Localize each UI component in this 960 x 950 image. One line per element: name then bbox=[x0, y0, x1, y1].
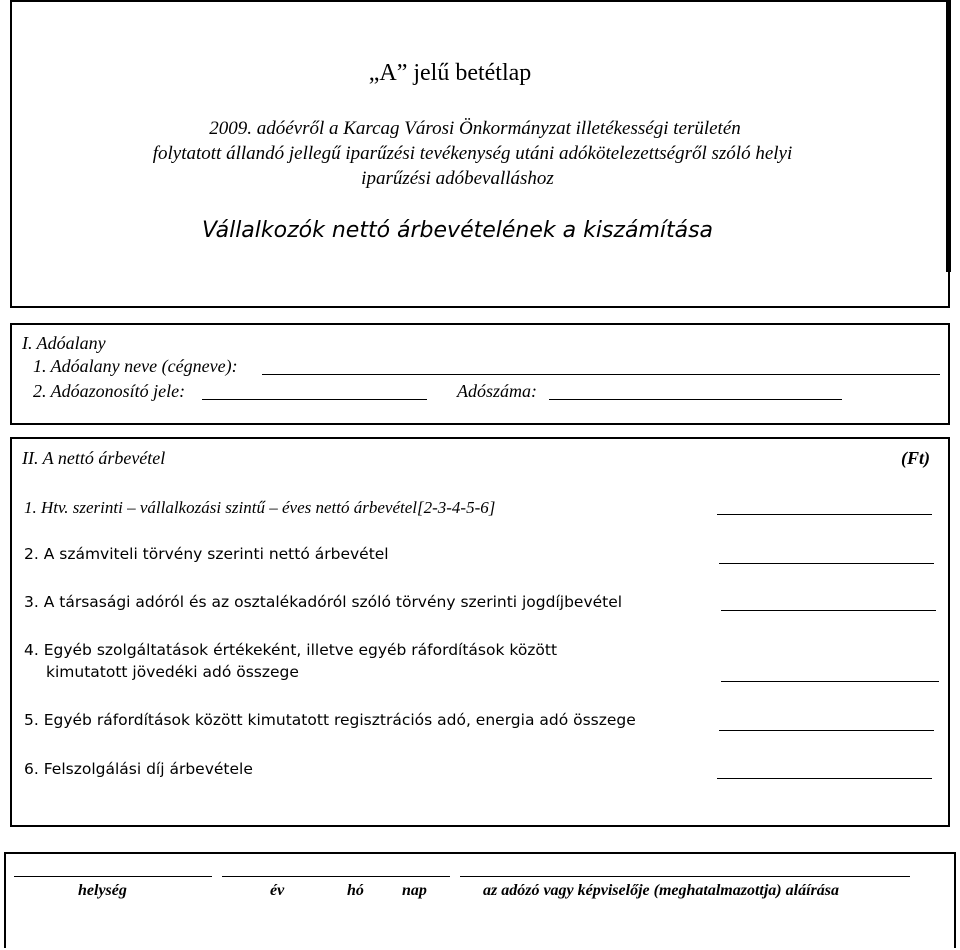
revenue-item-5-label: 5. Egyéb ráfordítások között kimutatott regisztrációs adó, energia adó összege bbox=[24, 711, 636, 729]
revenue-item-6-field[interactable] bbox=[717, 778, 932, 779]
revenue-item-5-field[interactable] bbox=[719, 730, 934, 731]
header-line-1: 2009. adóévről a Karcag Városi Önkormányzat illetékességi területén bbox=[209, 118, 741, 139]
year-label: év bbox=[270, 882, 285, 899]
revenue-item-4-label-cont: kimutatott jövedéki adó összege bbox=[46, 663, 299, 681]
section-taxpayer-heading: I. Adóalany bbox=[22, 333, 106, 353]
revenue-item-4-field[interactable] bbox=[721, 681, 939, 682]
place-label: helység bbox=[78, 882, 127, 899]
form-subtitle: Vállalkozók nettó árbevételének a kiszámítása bbox=[201, 218, 714, 243]
revenue-item-3-field[interactable] bbox=[721, 610, 936, 611]
month-label: hó bbox=[347, 882, 364, 899]
revenue-item-2-field[interactable] bbox=[719, 563, 934, 564]
taxpayer-name-label: 1. Adóalany neve (cégneve): bbox=[33, 356, 238, 376]
header-line-2: folytatott állandó jellegű iparűzési tevékenység utáni adókötelezettségről szóló helyi bbox=[152, 143, 793, 164]
tax-number-label: Adószáma: bbox=[457, 381, 537, 401]
revenue-item-4-label: 4. Egyéb szolgáltatások értékeként, illetve egyéb ráfordítások között bbox=[24, 641, 558, 659]
signature-box bbox=[4, 852, 956, 948]
taxpayer-name-field[interactable] bbox=[262, 374, 940, 375]
tax-id-label: 2. Adóazonosító jele: bbox=[33, 381, 186, 401]
tax-number-field[interactable] bbox=[549, 399, 842, 400]
revenue-item-3-label: 3. A társasági adóról és az osztalékadóról szóló törvény szerinti jogdíjbevétel bbox=[24, 593, 623, 611]
form-title: „A” jelű betétlap bbox=[368, 60, 532, 86]
day-label: nap bbox=[402, 882, 427, 899]
header-line-3: iparűzési adóbevalláshoz bbox=[361, 168, 554, 189]
section-revenue-heading: II. A nettó árbevétel bbox=[22, 448, 166, 468]
revenue-item-2-label: 2. A számviteli törvény szerinti nettó árbevétel bbox=[24, 545, 389, 563]
tax-id-field[interactable] bbox=[202, 399, 427, 400]
signature-field[interactable] bbox=[460, 876, 910, 877]
signer-label: az adózó vagy képviselője (meghatalmazottja) aláírása bbox=[483, 882, 839, 899]
currency-unit: (Ft) bbox=[901, 448, 930, 468]
revenue-item-1-label: 1. Htv. szerinti – vállalkozási szintű – éves nettó árbevétel[2-3-4-5-6] bbox=[24, 498, 496, 517]
date-field[interactable] bbox=[222, 876, 450, 877]
revenue-item-6-label: 6. Felszolgálási díj árbevétele bbox=[24, 760, 253, 778]
revenue-item-1-field[interactable] bbox=[717, 514, 932, 515]
place-field[interactable] bbox=[14, 876, 212, 877]
